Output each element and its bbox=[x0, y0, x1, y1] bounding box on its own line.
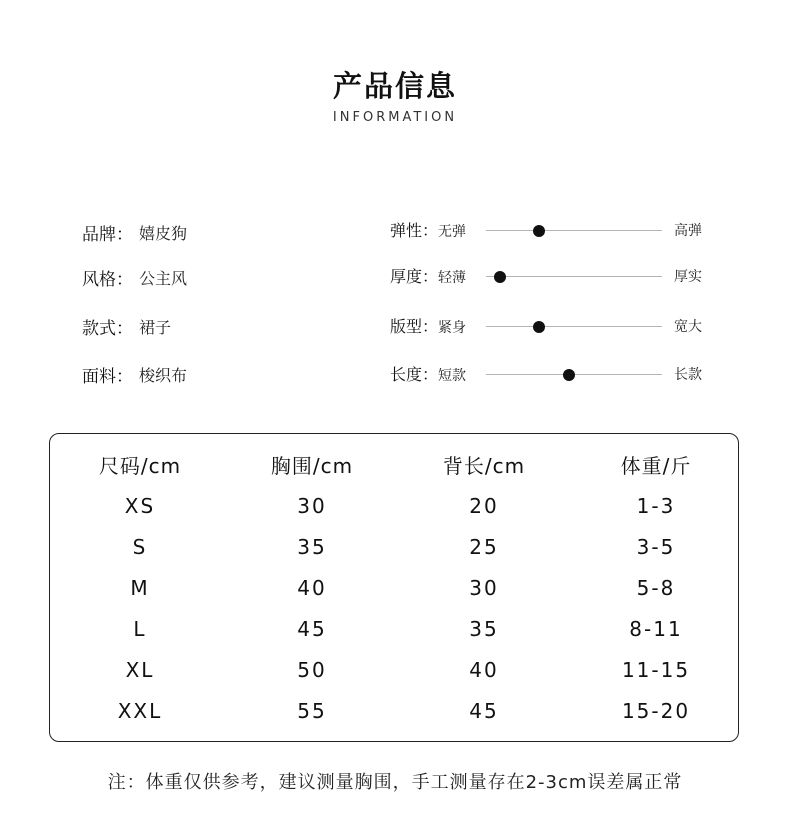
slider-label: 版型： bbox=[390, 317, 439, 336]
table-header-cell: 背长/cm bbox=[442, 454, 526, 478]
attribute-label: 面料： bbox=[82, 366, 133, 387]
table-row bbox=[50, 489, 740, 523]
attribute-fabric bbox=[82, 362, 362, 386]
table-cell: 40 bbox=[469, 658, 499, 682]
table-cell: 11-15 bbox=[621, 658, 691, 682]
slider-low-label: 轻薄 bbox=[438, 270, 467, 286]
table-cell: 50 bbox=[297, 658, 327, 682]
table-cell: M bbox=[130, 576, 150, 600]
table-cell: 30 bbox=[469, 576, 499, 600]
attribute-brand bbox=[82, 220, 362, 244]
attribute-value: 裙子 bbox=[139, 317, 172, 337]
table-cell: XS bbox=[124, 494, 156, 518]
table-cell: 3-5 bbox=[636, 535, 676, 559]
attribute-label: 款式： bbox=[82, 318, 133, 339]
slider-high-label: 高弹 bbox=[674, 223, 702, 239]
table-cell: 1-3 bbox=[636, 494, 676, 518]
table-row bbox=[50, 653, 740, 687]
table-cell: XXL bbox=[117, 699, 163, 723]
slider-low-label: 短款 bbox=[438, 368, 467, 384]
table-row bbox=[50, 612, 740, 646]
table-cell: XL bbox=[125, 658, 155, 682]
page-subtitle: INFORMATION bbox=[332, 110, 458, 125]
slider-track bbox=[486, 276, 662, 277]
table-cell: 45 bbox=[297, 617, 327, 641]
table-cell: 40 bbox=[297, 576, 327, 600]
table-cell: 25 bbox=[469, 535, 499, 559]
slider-fit bbox=[390, 315, 720, 339]
slider-high-label: 长款 bbox=[674, 367, 702, 383]
table-header-cell: 胸围/cm bbox=[270, 454, 354, 478]
slider-knob bbox=[533, 225, 545, 237]
table-cell: 30 bbox=[297, 494, 327, 518]
slider-label: 弹性： bbox=[390, 221, 439, 240]
table-cell: L bbox=[133, 617, 147, 641]
table-cell: 20 bbox=[469, 494, 499, 518]
attribute-value: 公主风 bbox=[139, 268, 188, 288]
table-cell: 45 bbox=[469, 699, 499, 723]
slider-knob bbox=[494, 271, 506, 283]
slider-track bbox=[486, 230, 662, 231]
page-title: 产品信息 bbox=[332, 69, 457, 103]
table-row bbox=[50, 530, 740, 564]
table-cell: 5-8 bbox=[636, 576, 676, 600]
attribute-value: 嬉皮狗 bbox=[139, 223, 188, 243]
slider-high-label: 厚实 bbox=[674, 269, 702, 285]
table-cell: 8-11 bbox=[629, 617, 683, 641]
slider-label: 长度： bbox=[390, 365, 439, 384]
table-row bbox=[50, 694, 740, 728]
table-cell: 35 bbox=[469, 617, 499, 641]
table-cell: 55 bbox=[297, 699, 327, 723]
attribute-label: 品牌： bbox=[82, 224, 133, 245]
table-cell: 35 bbox=[297, 535, 327, 559]
slider-elasticity bbox=[390, 219, 720, 243]
table-header-cell: 尺码/cm bbox=[98, 454, 182, 478]
attribute-style bbox=[82, 265, 362, 289]
attribute-label: 风格： bbox=[82, 269, 133, 290]
slider-thickness bbox=[390, 265, 720, 289]
size-table bbox=[49, 433, 739, 742]
slider-low-label: 紧身 bbox=[438, 320, 467, 336]
slider-knob bbox=[533, 321, 545, 333]
table-cell: S bbox=[132, 535, 148, 559]
footnote: 注：体重仅供参考，建议测量胸围，手工测量存在2-3cm误差属正常 bbox=[107, 772, 683, 793]
table-cell: 15-20 bbox=[621, 699, 691, 723]
table-row bbox=[50, 571, 740, 605]
table-header-row bbox=[50, 449, 740, 483]
attribute-type bbox=[82, 314, 362, 338]
slider-label: 厚度： bbox=[390, 267, 439, 286]
slider-high-label: 宽大 bbox=[674, 319, 702, 335]
table-header-cell: 体重/斤 bbox=[620, 454, 692, 478]
attribute-value: 梭织布 bbox=[139, 365, 188, 385]
slider-length bbox=[390, 363, 720, 387]
slider-knob bbox=[563, 369, 575, 381]
slider-low-label: 无弹 bbox=[438, 224, 467, 240]
slider-track bbox=[486, 326, 662, 327]
